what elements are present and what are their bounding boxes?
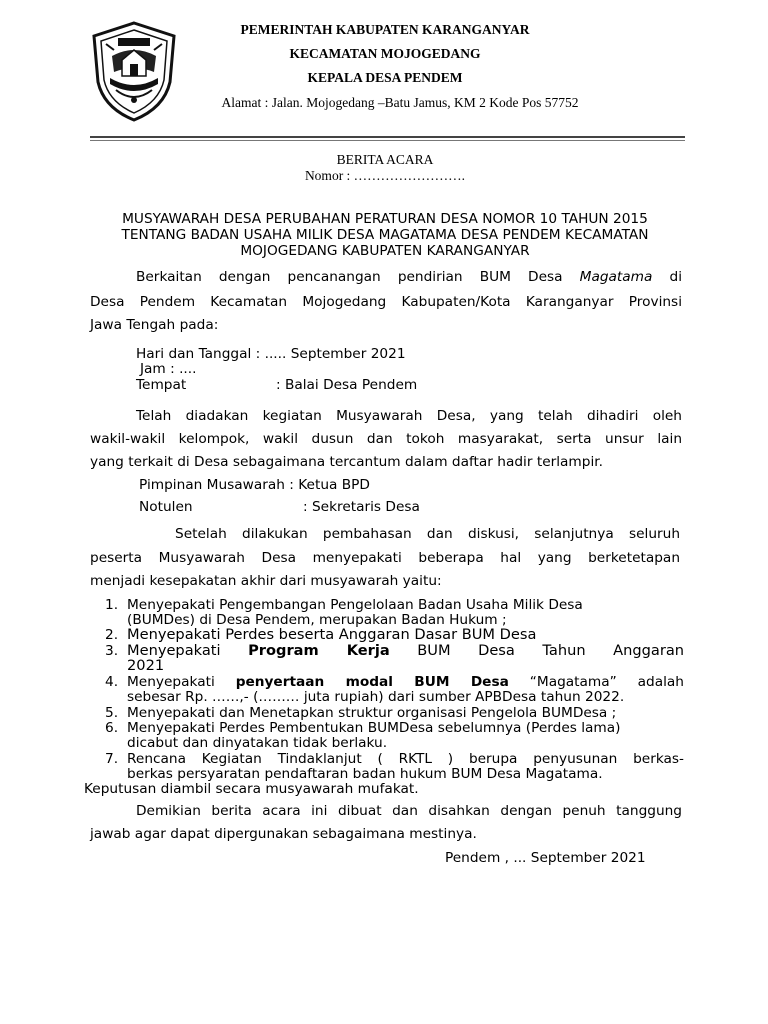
para3-line-3: menjadi kesepakatan akhir dari musyawarah yaitu: (90, 573, 442, 589)
list-number-4: 4. (105, 674, 119, 690)
list-item-4-line-1: Menyepakati penyertaan modal BUM Desa “Magatama” adalah (127, 674, 684, 690)
list-item-7-line-1: Rencana Kegiatan Tindaklanjut ( RKTL ) berupa penyusunan berkas- (127, 751, 684, 767)
closing-line-2: jawab agar dapat dipergunakan sebagaimana mestinya. (90, 826, 477, 842)
list-number-2: 2. (105, 627, 119, 643)
list-number-6: 6. (105, 720, 119, 736)
list-item-3-line-1: Menyepakati Program Kerja BUM Desa Tahun Anggaran (127, 642, 685, 659)
minute-taker-label: Notulen (139, 499, 193, 515)
list-number-5: 5. (105, 705, 119, 721)
list-item-2: Menyepakati Perdes beserta Anggaran Dasar BUM Desa (127, 626, 537, 643)
intro-line-2: Desa Pendem Kecamatan Mojogedang Kabupaten/Kota Karanganyar Provinsi (90, 294, 682, 310)
decision-statement: Keputusan diambil secara musyawarah mufakat. (84, 781, 419, 797)
place-date: Pendem , ... September 2021 (445, 850, 646, 866)
list-item-7-line-2: berkas persyaratan pendaftaran badan hukum BUM Desa Magatama. (127, 766, 603, 782)
para3-line-1: Setelah dilakukan pembahasan dan diskusi, selanjutnya seluruh (175, 526, 680, 542)
list-item-6-line-2: dicabut dan dinyatakan tidak berlaku. (127, 735, 388, 751)
list-item-1-line-2: (BUMDes) di Desa Pendem, merupakan Badan Hukum ; (127, 612, 507, 628)
schedule-date: Hari dan Tanggal : ..... September 2021 (136, 346, 406, 362)
list-item-5: Menyepakati dan Menetapkan struktur organisasi Pengelola BUMDesa ; (127, 705, 617, 721)
list-item-6-line-1: Menyepakati Perdes Pembentukan BUMDesa sebelumnya (Perdes lama) (127, 720, 621, 736)
header-divider (90, 136, 685, 138)
header-government: PEMERINTAH KABUPATEN KARANGANYAR (240, 22, 530, 37)
subject-line-3: MOJOGEDANG KABUPATEN KARANGANYAR (240, 243, 530, 259)
intro-line-3: Jawa Tengah pada: (90, 317, 219, 333)
para3-line-2: peserta Musyawarah Desa menyepakati beberapa hal yang berketetapan (90, 550, 680, 566)
header-subdistrict: KECAMATAN MOJOGEDANG (289, 46, 481, 61)
header-address: Alamat : Jalan. Mojogedang –Batu Jamus, KM 2 Kode Pos 57752 (221, 95, 579, 110)
meeting-leader: Pimpinan Musawarah : Ketua BPD (139, 477, 370, 493)
schedule-place-label: Tempat (136, 377, 187, 393)
regency-emblem-logo (88, 20, 180, 124)
list-number-1: 1. (105, 597, 119, 613)
list-item-4-line-2: sebesar Rp. ……,- (……… juta rupiah) dari sumber APBDesa tahun 2022. (127, 689, 625, 705)
list-number-3: 3. (105, 643, 119, 659)
closing-line-1: Demikian berita acara ini dibuat dan disahkan dengan penuh tanggung (136, 803, 682, 819)
list-item-1-line-1: Menyepakati Pengembangan Pengelolaan Badan Usaha Milik Desa (127, 597, 583, 613)
header-village-head: KEPALA DESA PENDEM (307, 70, 463, 85)
subject-line-1: MUSYAWARAH DESA PERUBAHAN PERATURAN DESA NOMOR 10 TAHUN 2015 (122, 211, 648, 227)
schedule-time: Jam : .... (140, 361, 197, 377)
list-item-3-line-2: 2021 (127, 657, 165, 674)
intro-line-1: Berkaitan dengan pencanangan pendirian BUM Desa Magatama di (136, 269, 682, 285)
subject-line-2: TENTANG BADAN USAHA MILIK DESA MAGATAMA DESA PENDEM KECAMATAN (121, 227, 649, 243)
schedule-place-value: : Balai Desa Pendem (276, 377, 418, 393)
header-divider-thin (90, 140, 685, 141)
para2-line-3: yang terkait di Desa sebagaimana tercantum dalam daftar hadir terlampir. (90, 454, 603, 470)
doc-title: BERITA ACARA (336, 152, 434, 167)
doc-number: Nomor : ……………………. (304, 168, 466, 183)
para2-line-2: wakil-wakil kelompok, wakil dusun dan tokoh masyarakat, serta unsur lain (90, 431, 682, 447)
list-number-7: 7. (105, 751, 119, 767)
minute-taker-value: : Sekretaris Desa (303, 499, 420, 515)
para2-line-1: Telah diadakan kegiatan Musyawarah Desa, yang telah dihadiri oleh (136, 408, 682, 424)
